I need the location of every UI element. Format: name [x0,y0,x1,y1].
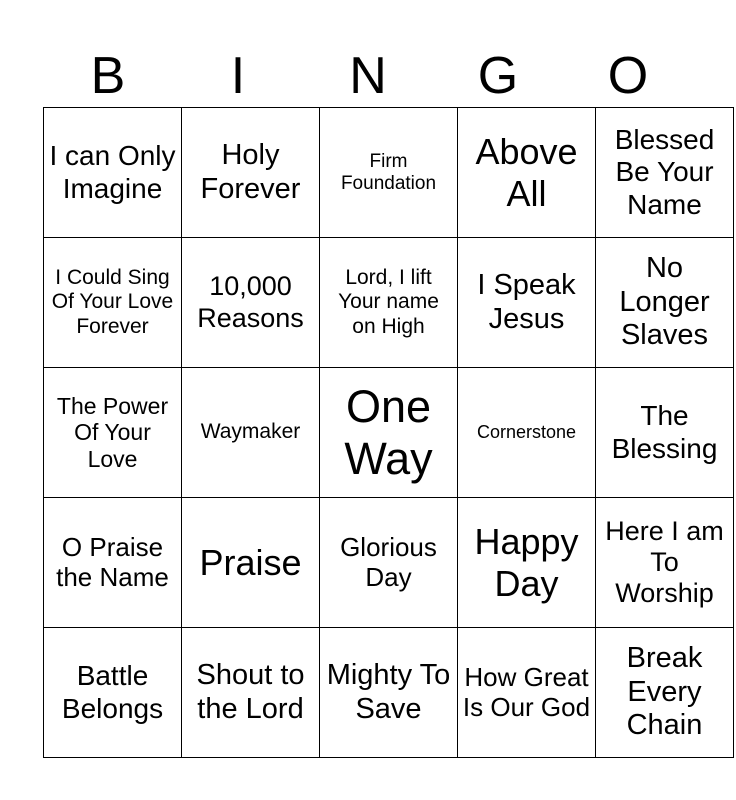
bingo-cell[interactable]: The Blessing [596,368,734,498]
bingo-cell[interactable]: Firm Foundation [320,108,458,238]
bingo-cell[interactable]: Shout to the Lord [182,628,320,758]
bingo-cell[interactable]: Break Every Chain [596,628,734,758]
header-letter-o: O [607,47,649,105]
bingo-cell[interactable]: No Longer Slaves [596,238,734,368]
board-row [44,108,734,238]
bingo-cell[interactable]: Holy Forever [182,108,320,238]
bingo-cell[interactable]: The Power Of Your Love [44,368,182,498]
header-letter-g: G [477,47,519,105]
board-row [44,628,734,758]
bingo-cell[interactable]: Cornerstone [458,368,596,498]
bingo-cell[interactable]: Above All [458,108,596,238]
header-letter-b: B [90,47,126,105]
board-row [44,368,734,498]
bingo-cell[interactable]: 10,000 Reasons [182,238,320,368]
bingo-cell[interactable]: Glorious Day [320,498,458,628]
board-row [44,238,734,368]
header-letter-n: N [349,47,387,105]
bingo-cell[interactable]: One Way [320,368,458,498]
bingo-cell[interactable]: How Great Is Our God [458,628,596,758]
bingo-cell[interactable]: O Praise the Name [44,498,182,628]
bingo-cell[interactable]: Praise [182,498,320,628]
bingo-cell[interactable]: Battle Belongs [44,628,182,758]
bingo-cell[interactable]: I Speak Jesus [458,238,596,368]
bingo-cell[interactable]: Lord, I lift Your name on High [320,238,458,368]
board-row [44,498,734,628]
bingo-board [43,107,734,758]
bingo-cell[interactable]: Here I am To Worship [596,498,734,628]
bingo-cell[interactable]: Blessed Be Your Name [596,108,734,238]
bingo-cell[interactable]: Happy Day [458,498,596,628]
bingo-header [43,44,693,108]
bingo-cell[interactable]: I can Only Imagine [44,108,182,238]
bingo-cell[interactable]: Waymaker [182,368,320,498]
bingo-cell[interactable]: Mighty To Save [320,628,458,758]
bingo-cell[interactable]: I Could Sing Of Your Love Forever [44,238,182,368]
header-letter-i: I [230,47,246,105]
